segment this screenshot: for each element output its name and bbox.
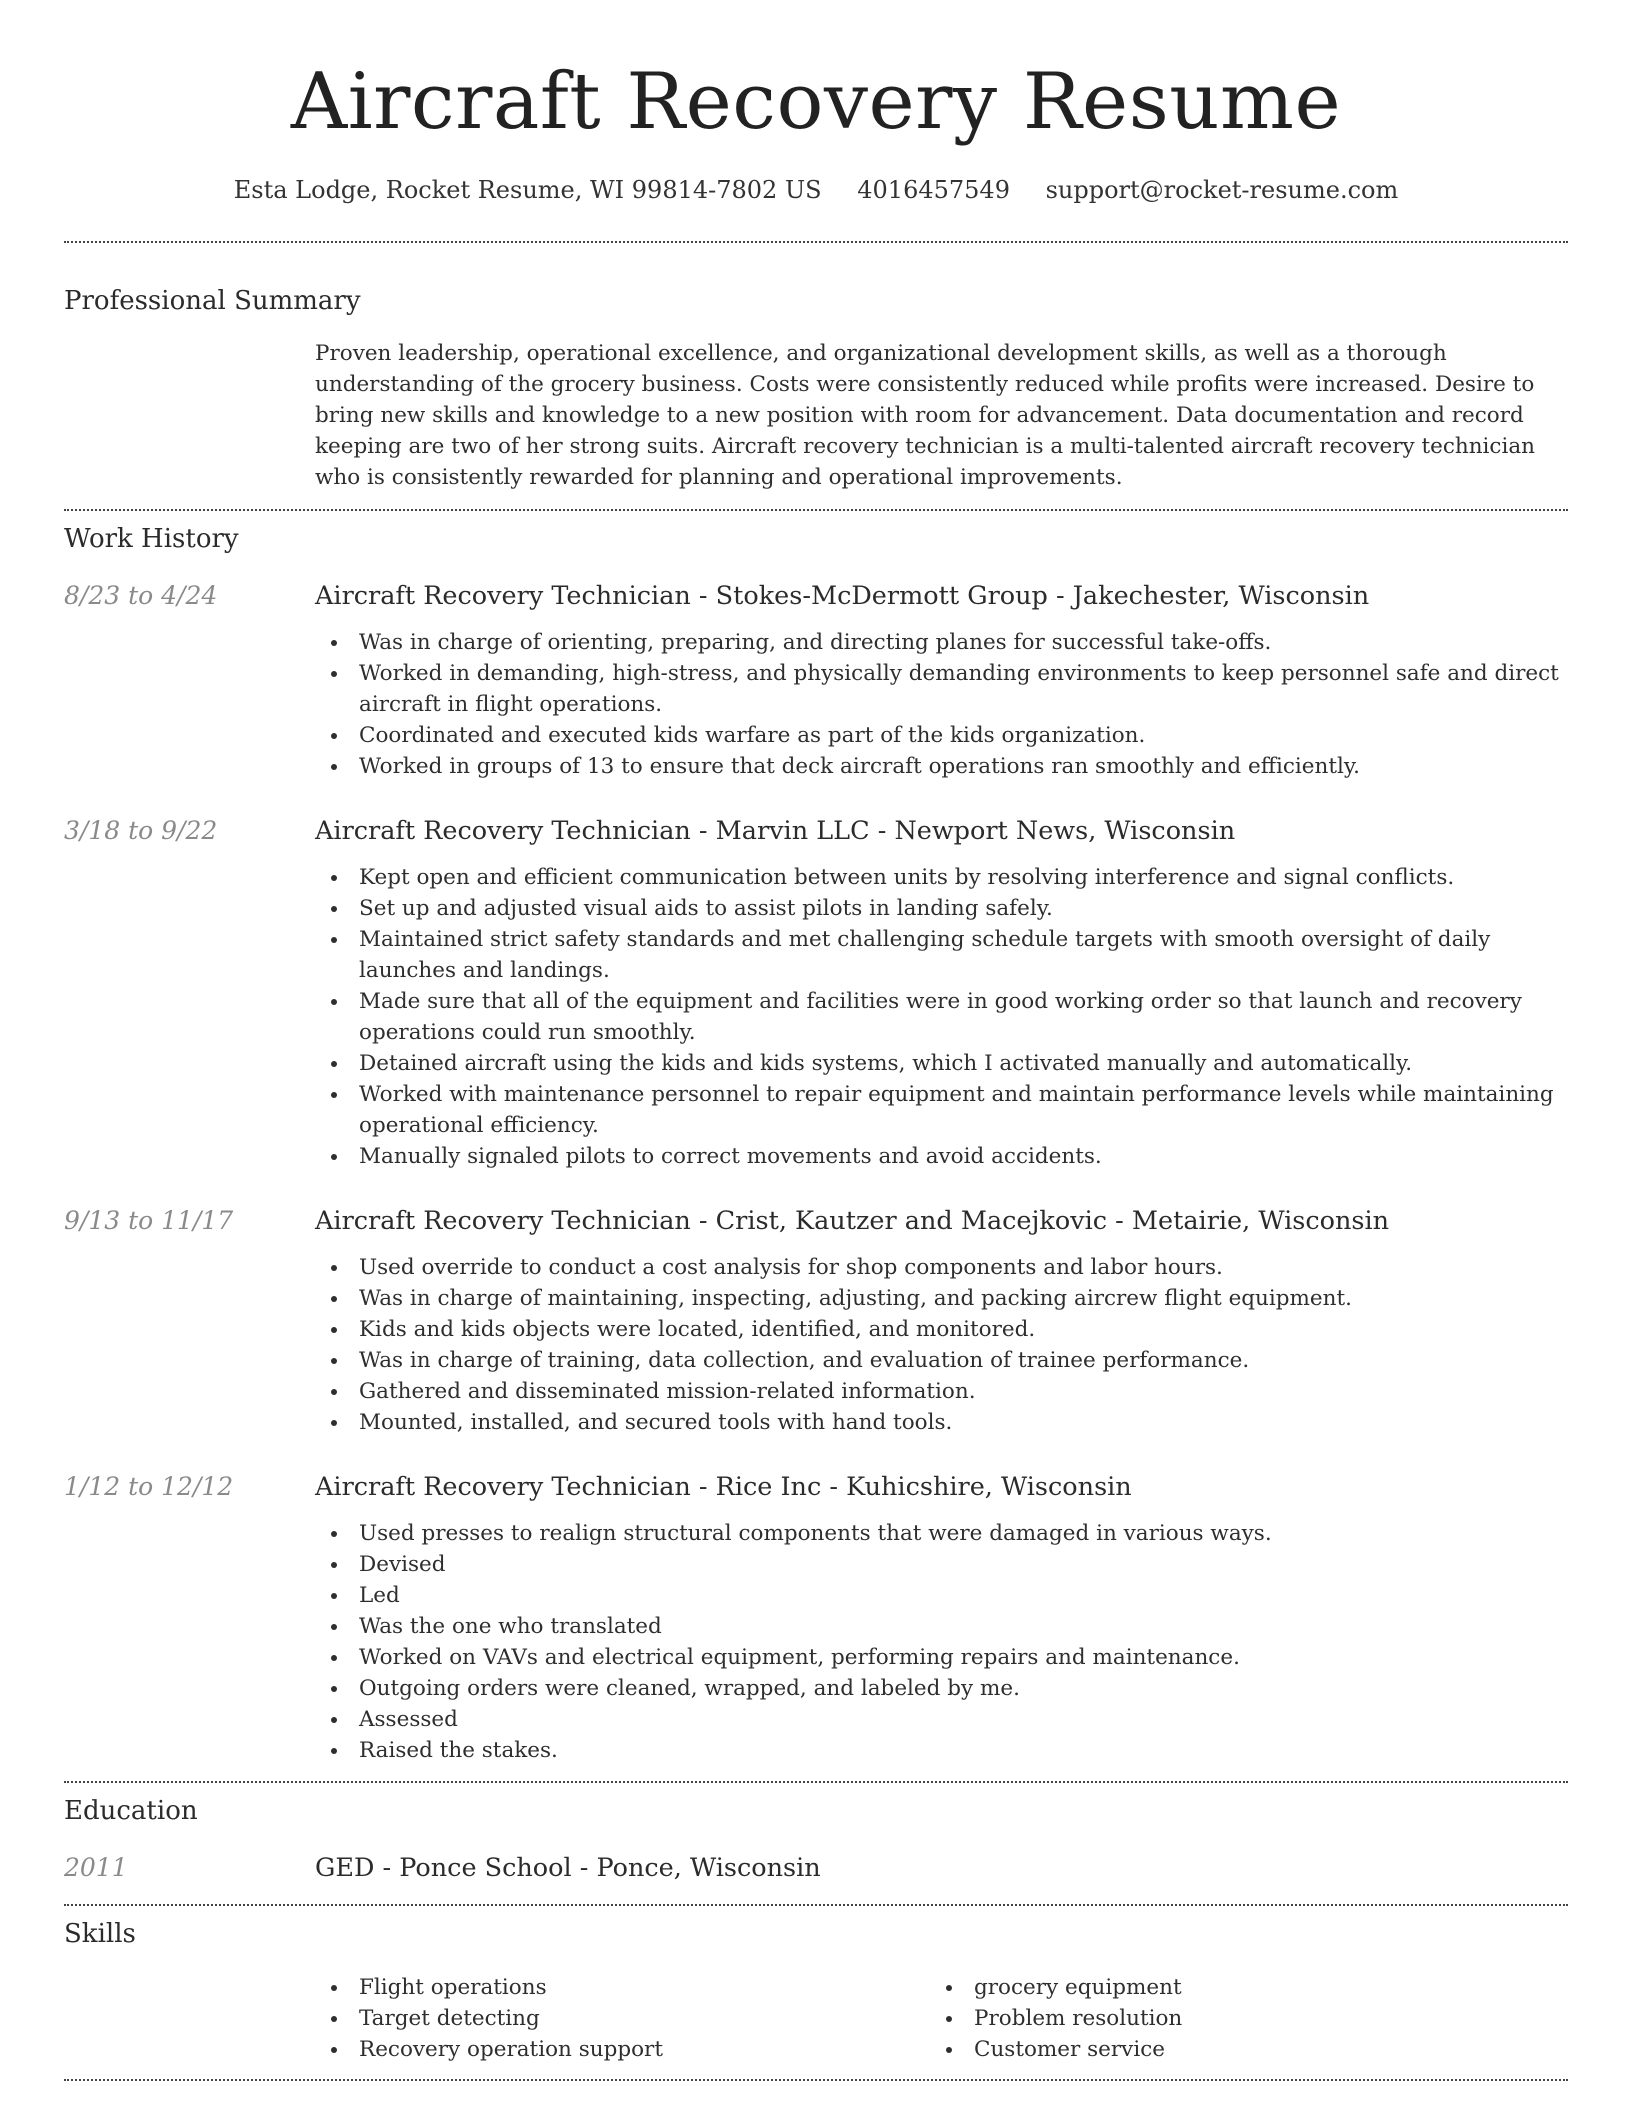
- skills-row: [64, 1972, 1568, 2065]
- job-title: Aircraft Recovery Technician - Stokes-McDermott Group - Jakechester, Wisconsin: [315, 581, 1370, 611]
- skill-item: Target detecting: [315, 2003, 930, 2034]
- skill-item: Customer service: [930, 2034, 1545, 2065]
- summary-row: [64, 338, 1568, 493]
- skills-column-right: [930, 1972, 1545, 2065]
- skill-item: grocery equipment: [930, 1972, 1545, 2003]
- job-bullets: [315, 1518, 1568, 1766]
- resume-page: [64, 0, 1568, 2081]
- job-bullet: Set up and adjusted visual aids to assist pilots in landing safely.: [315, 893, 1568, 924]
- job-bullet: Outgoing orders were cleaned, wrapped, and labeled by me.: [315, 1673, 1568, 1704]
- skills-column-left: [315, 1972, 930, 2065]
- job-bullet: Coordinated and executed kids warfare as part of the kids organization.: [315, 720, 1568, 751]
- job-bullet: Devised: [315, 1549, 1568, 1580]
- job-bullets: [315, 862, 1568, 1172]
- summary-heading: Professional Summary: [64, 286, 361, 316]
- job-bullet: Was the one who translated: [315, 1611, 1568, 1642]
- job-bullet: Used override to conduct a cost analysis for shop components and labor hours.: [315, 1252, 1568, 1283]
- job-bullet: Was in charge of maintaining, inspecting, adjusting, and packing aircrew flight equipment.: [315, 1283, 1568, 1314]
- education-row: [64, 1851, 1568, 1885]
- education-heading: Education: [64, 1796, 198, 1826]
- job-bullet: Used presses to realign structural components that were damaged in various ways.: [315, 1518, 1568, 1549]
- job-title: Aircraft Recovery Technician - Crist, Kautzer and Macejkovic - Metairie, Wisconsin: [315, 1206, 1390, 1236]
- summary-text: Proven leadership, operational excellence, and organizational development skills, as well as a thorough understanding of the grocery business. Costs were consistently reduced while profits were increased. Desire to bring new skills and knowledge to a new position with room for advancement. Data documentation and record keeping are two of her strong suits. Aircraft recovery technician is a multi-talented aircraft recovery technician who is consistently rewarded for planning and operational improvements.: [315, 341, 1536, 490]
- skills-grid: [315, 1972, 1568, 2065]
- resume-title: Aircraft Recovery Resume: [290, 57, 1342, 147]
- job-bullet: Was in charge of training, data collection, and evaluation of trainee performance.: [315, 1345, 1568, 1376]
- job-bullets: [315, 627, 1568, 782]
- job-dates: 1/12 to 12/12: [64, 1472, 234, 1501]
- job-bullet: Kept open and efficient communication between units by resolving interference and signal conflicts.: [315, 862, 1568, 893]
- job-bullet: Was in charge of orienting, preparing, and directing planes for successful take-offs.: [315, 627, 1568, 658]
- divider: [64, 241, 1568, 243]
- job-bullet: Led: [315, 1580, 1568, 1611]
- contact-phone: 4016457549: [857, 176, 1010, 204]
- job-list: [64, 579, 1568, 1766]
- work-heading: Work History: [64, 524, 239, 554]
- job-dates: 9/13 to 11/17: [64, 1206, 234, 1235]
- job-entry: [64, 579, 1568, 782]
- job-bullet: Worked in groups of 13 to ensure that deck aircraft operations ran smoothly and efficiently.: [315, 751, 1568, 782]
- job-bullet: Manually signaled pilots to correct movements and avoid accidents.: [315, 1141, 1568, 1172]
- job-bullet: Detained aircraft using the kids and kids systems, which I activated manually and automatically.: [315, 1048, 1568, 1079]
- job-entry: [64, 1204, 1568, 1438]
- job-dates: 8/23 to 4/24: [64, 581, 218, 610]
- skills-heading: Skills: [64, 1919, 136, 1949]
- job-bullets: [315, 1252, 1568, 1438]
- skill-item: Recovery operation support: [315, 2034, 930, 2065]
- skill-item: Flight operations: [315, 1972, 930, 2003]
- job-bullet: Gathered and disseminated mission-related information.: [315, 1376, 1568, 1407]
- job-bullet: Made sure that all of the equipment and facilities were in good working order so that launch and recovery operations could run smoothly.: [315, 986, 1568, 1048]
- job-title: Aircraft Recovery Technician - Rice Inc - Kuhicshire, Wisconsin: [315, 1472, 1132, 1502]
- job-dates: 3/18 to 9/22: [64, 816, 218, 845]
- job-bullet: Maintained strict safety standards and met challenging schedule targets with smooth oversight of daily launches and landings.: [315, 924, 1568, 986]
- contact-line: [64, 174, 1568, 206]
- job-bullet: Worked on VAVs and electrical equipment, performing repairs and maintenance.: [315, 1642, 1568, 1673]
- job-entry: [64, 814, 1568, 1172]
- skill-item: Problem resolution: [930, 2003, 1545, 2034]
- divider: [64, 509, 1568, 511]
- job-title: Aircraft Recovery Technician - Marvin LLC - Newport News, Wisconsin: [315, 816, 1236, 846]
- divider: [64, 2079, 1568, 2081]
- job-bullet: Mounted, installed, and secured tools with hand tools.: [315, 1407, 1568, 1438]
- job-bullet: Worked in demanding, high-stress, and physically demanding environments to keep personnel safe and direct aircraft in flight operations.: [315, 658, 1568, 720]
- job-bullet: Assessed: [315, 1704, 1568, 1735]
- job-bullet: Worked with maintenance personnel to repair equipment and maintain performance levels while maintaining operational efficiency.: [315, 1079, 1568, 1141]
- job-entry: [64, 1470, 1568, 1766]
- education-year: 2011: [64, 1853, 128, 1882]
- divider: [64, 1904, 1568, 1906]
- job-bullet: Kids and kids objects were located, identified, and monitored.: [315, 1314, 1568, 1345]
- job-bullet: Raised the stakes.: [315, 1735, 1568, 1766]
- education-entry: GED - Ponce School - Ponce, Wisconsin: [315, 1853, 821, 1883]
- divider: [64, 1781, 1568, 1783]
- contact-address: Esta Lodge, Rocket Resume, WI 99814-7802 US: [233, 176, 822, 204]
- contact-email[interactable]: support@rocket-resume.com: [1045, 176, 1399, 204]
